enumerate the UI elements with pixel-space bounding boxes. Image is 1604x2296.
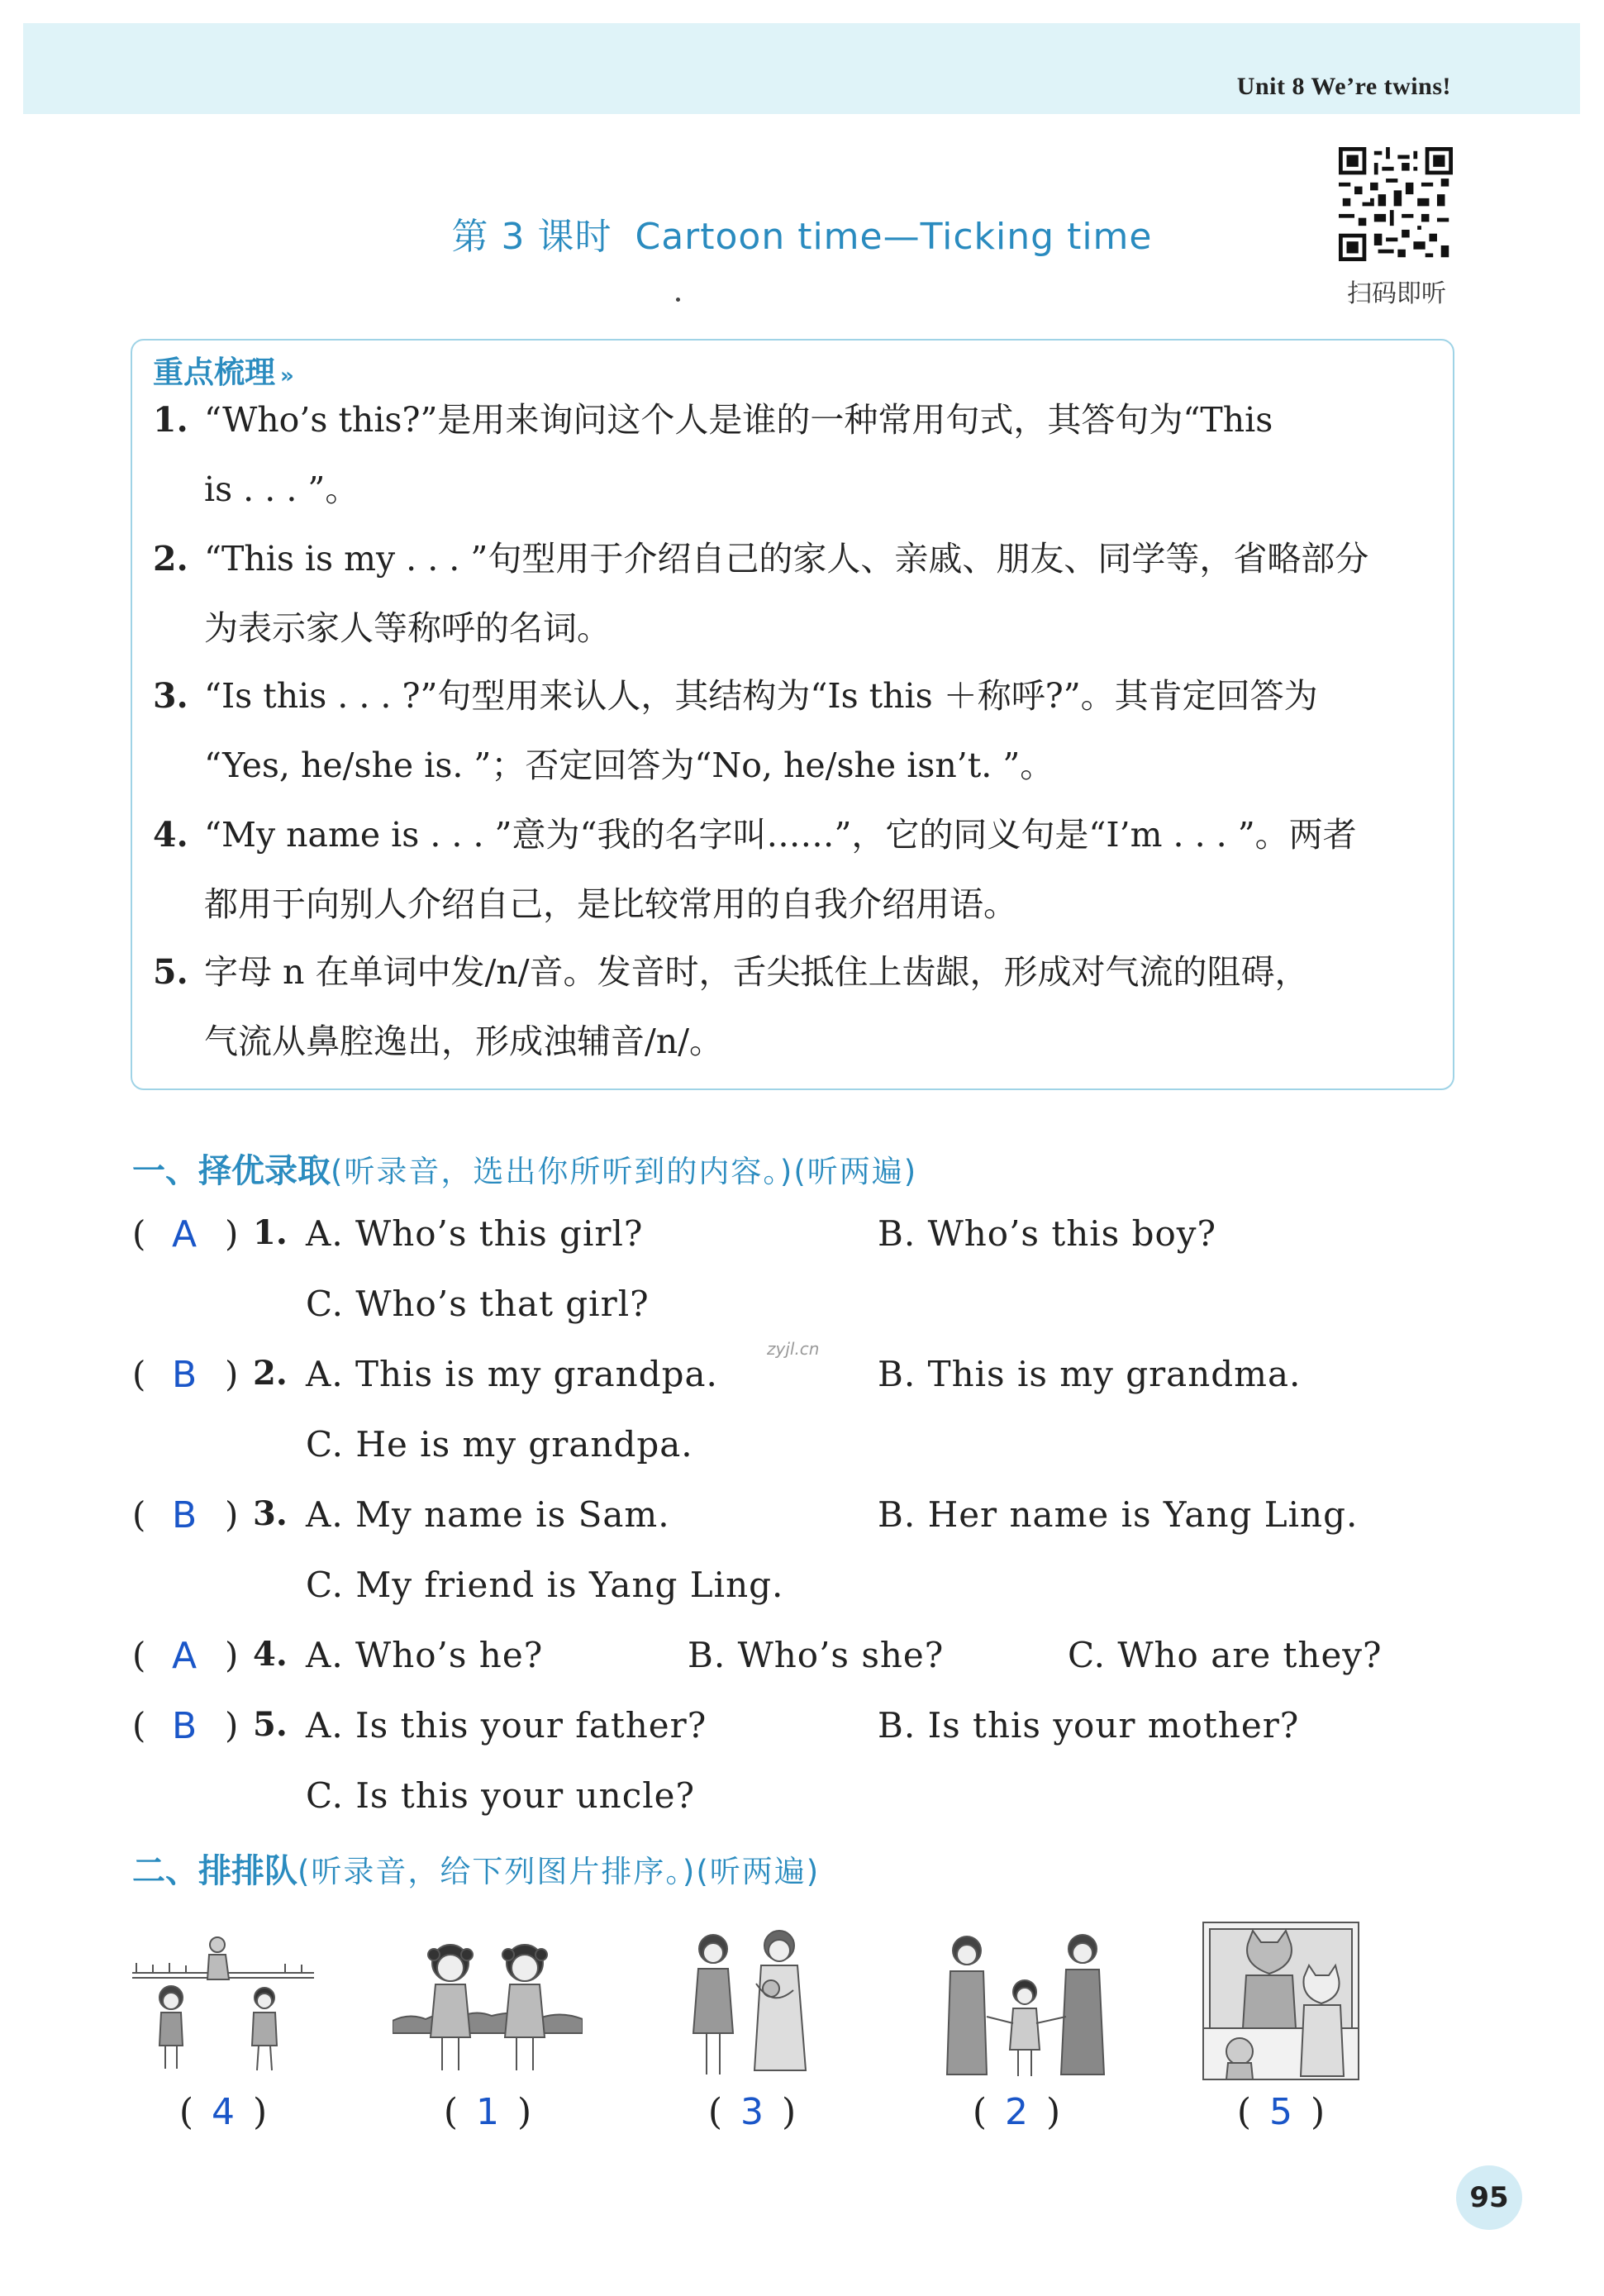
key-point-line: is . . . ”。	[204, 469, 359, 509]
order-answer-1	[140, 2091, 306, 2133]
close-paren: )	[517, 2091, 532, 2133]
order-value[interactable]: 3	[740, 2091, 764, 2133]
key-point-number: 4.	[153, 815, 188, 855]
close-paren: )	[1311, 2091, 1326, 2133]
key-point-line: 为表示家人等称呼的名词。	[204, 608, 611, 648]
chevron-right-icon: »	[280, 364, 294, 388]
order-answer-3	[669, 2091, 835, 2133]
question-2	[0, 1354, 1604, 1412]
key-point-5	[153, 937, 1442, 1076]
key-point-number: 5.	[153, 952, 188, 992]
order-value[interactable]: 2	[1005, 2091, 1028, 2133]
watermark: zyjl.cn	[767, 1339, 820, 1359]
option-a[interactable]: A. Is this your father?	[306, 1705, 707, 1746]
option-a[interactable]: A. Who’s he?	[306, 1635, 544, 1675]
open-paren: (	[972, 2091, 987, 2133]
key-point-line: “Who’s this?”是用来询问这个人是谁的一种常用句式，其答句为“This	[204, 400, 1273, 440]
close-paren: )	[225, 1494, 239, 1535]
question-number: 2.	[253, 1354, 288, 1393]
option-b[interactable]: B. Is this your mother?	[878, 1705, 1300, 1746]
picture-mother-and-baby[interactable]	[673, 1926, 822, 2083]
close-paren: )	[225, 1635, 239, 1675]
question-number: 1.	[253, 1213, 288, 1252]
option-a[interactable]: A. This is my grandpa.	[306, 1354, 718, 1394]
page-number: 95	[1456, 2165, 1522, 2230]
order-answer-5	[1198, 2091, 1364, 2133]
close-paren: )	[253, 2091, 268, 2133]
option-c[interactable]: C. Who are they?	[1068, 1635, 1383, 1675]
section2-instruction: (听录音，给下列图片排序。)(听两遍)	[297, 1854, 821, 1889]
dot-mark	[676, 298, 680, 302]
order-value[interactable]: 5	[1269, 2091, 1292, 2133]
question-3	[0, 1494, 1604, 1552]
key-point-number: 3.	[153, 676, 188, 716]
picture-cats-at-window[interactable]	[1198, 1919, 1364, 2084]
open-paren: (	[132, 1705, 146, 1746]
order-answer-4	[934, 2091, 1099, 2133]
section1-title-text: 一、择优录取	[132, 1152, 331, 1190]
answer[interactable]: B	[172, 1354, 198, 1396]
key-point-2	[153, 524, 1442, 663]
section1-title	[132, 1145, 917, 1192]
question-1	[0, 1213, 1604, 1271]
open-paren: (	[132, 1213, 146, 1254]
key-point-4	[153, 800, 1442, 939]
option-a[interactable]: A. My name is Sam.	[306, 1494, 670, 1535]
option-b[interactable]: B. This is my grandma.	[878, 1354, 1302, 1394]
key-points-title-text: 重点梳理	[153, 355, 275, 390]
key-point-1	[153, 385, 1442, 524]
key-point-number: 2.	[153, 539, 188, 579]
answer[interactable]: A	[172, 1213, 198, 1255]
picture-twin-girls[interactable]	[393, 1930, 583, 2079]
open-paren: (	[178, 2091, 193, 2133]
question-number: 5.	[253, 1705, 288, 1744]
answer[interactable]: B	[172, 1494, 198, 1536]
option-c[interactable]: C. My friend is Yang Ling.	[306, 1565, 784, 1605]
open-paren: (	[707, 2091, 722, 2133]
close-paren: )	[1046, 2091, 1061, 2133]
key-point-line: “This is my . . . ”句型用于介绍自己的家人、亲戚、朋友、同学等，省略部分	[204, 539, 1369, 579]
qr-caption: 扫码即听	[1347, 279, 1446, 308]
question-5-row2	[0, 1775, 1604, 1833]
answer[interactable]: B	[172, 1705, 198, 1747]
section2-title-text: 二、排排队	[132, 1852, 297, 1890]
key-point-line: 字母 n 在单词中发/n/音。发音时，舌尖抵住上齿龈，形成对气流的阻碍，	[204, 952, 1309, 992]
close-paren: )	[225, 1213, 239, 1254]
qr-code-icon[interactable]	[1339, 147, 1453, 261]
key-point-line: 气流从鼻腔逸出，形成浊辅音/n/。	[204, 1022, 724, 1061]
question-5	[0, 1705, 1604, 1763]
close-paren: )	[225, 1705, 239, 1746]
option-c[interactable]: C. Who’s that girl?	[306, 1284, 650, 1324]
key-point-line: “My name is . . . ”意为“我的名字叫……”，它的同义句是“I’m . . . ”。两者	[204, 815, 1357, 855]
answer[interactable]: A	[172, 1635, 198, 1677]
section1-instruction: (听录音，选出你所听到的内容。)(听两遍)	[331, 1154, 918, 1189]
option-b[interactable]: B. Who’s this boy?	[878, 1213, 1217, 1254]
question-4	[0, 1635, 1604, 1693]
question-2-row2	[0, 1424, 1604, 1482]
order-answer-2	[405, 2091, 570, 2133]
open-paren: (	[132, 1635, 146, 1675]
key-point-line: 都用于向别人介绍自己，是比较常用的自我介绍用语。	[204, 884, 1017, 924]
key-point-line: “Is this . . . ?”句型用来认人，其结构为“Is this ＋称呼?”。其肯定回答为	[204, 676, 1318, 716]
option-b[interactable]: B. Her name is Yang Ling.	[878, 1494, 1359, 1535]
picture-family-with-child[interactable]	[934, 1926, 1116, 2083]
key-point-3	[153, 661, 1442, 800]
option-a[interactable]: A. Who’s this girl?	[306, 1213, 644, 1254]
open-paren: (	[132, 1354, 146, 1394]
open-paren: (	[443, 2091, 458, 2133]
question-number: 4.	[253, 1635, 288, 1674]
open-paren: (	[132, 1494, 146, 1535]
key-point-number: 1.	[153, 400, 188, 440]
open-paren: (	[1236, 2091, 1251, 2133]
close-paren: )	[782, 2091, 797, 2133]
order-value[interactable]: 1	[476, 2091, 499, 2133]
question-1-row2	[0, 1284, 1604, 1341]
question-number: 3.	[253, 1494, 288, 1533]
option-c[interactable]: C. He is my grandpa.	[306, 1424, 693, 1465]
option-c[interactable]: C. Is this your uncle?	[306, 1775, 696, 1816]
option-b[interactable]: B. Who’s she?	[688, 1635, 945, 1675]
order-value[interactable]: 4	[212, 2091, 235, 2133]
unit-title: Unit 8 We’re twins!	[1236, 73, 1451, 100]
key-point-line: “Yes, he/she is. ”；否定回答为“No, he/she isn’t. ”。	[204, 745, 1054, 785]
close-paren: )	[225, 1354, 239, 1394]
picture-kids-in-park[interactable]	[128, 1930, 318, 2079]
question-3-row2	[0, 1565, 1604, 1622]
lesson-label: 第 3 课时	[451, 216, 612, 258]
section2-title	[132, 1845, 820, 1892]
lesson-topic: Cartoon time—Ticking time	[635, 216, 1153, 258]
